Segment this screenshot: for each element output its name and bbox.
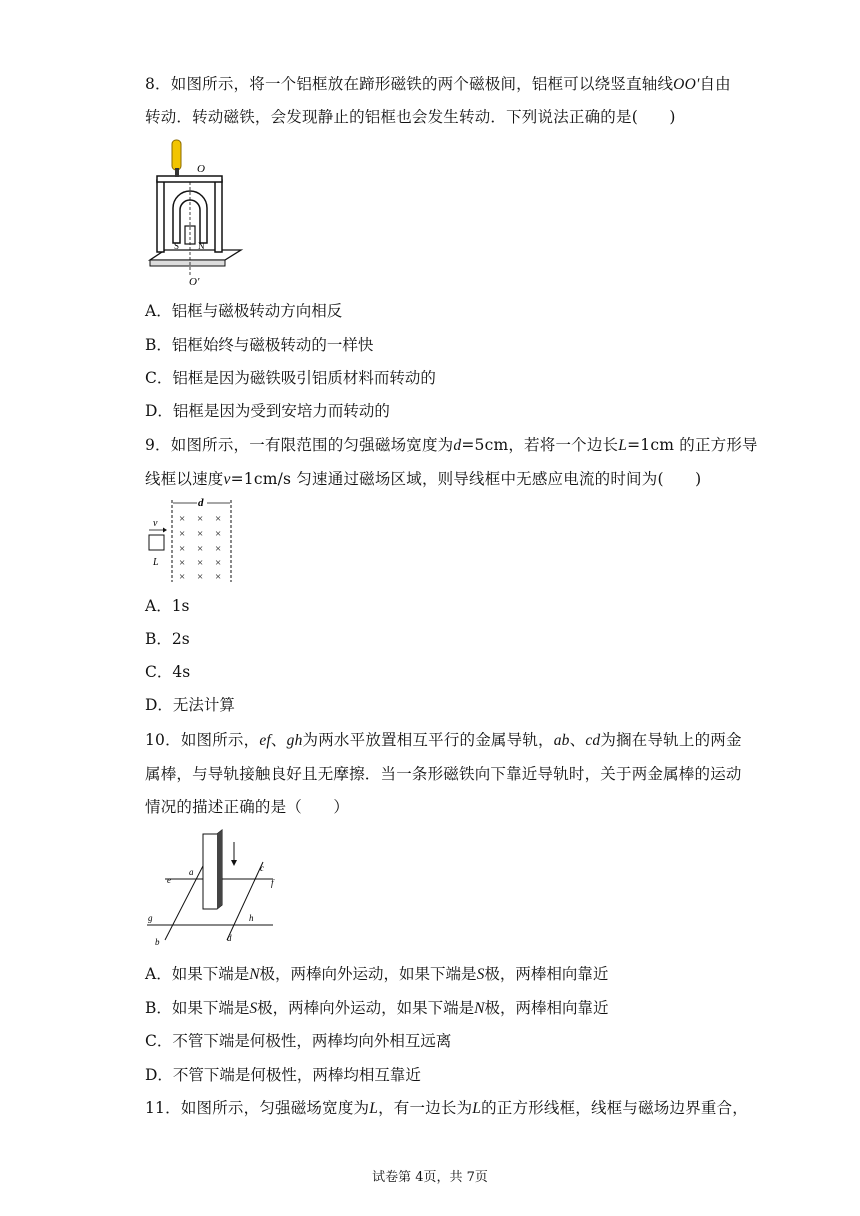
q8-label-o: O [197,163,205,175]
q9-option-a[interactable]: A．1s [145,597,190,615]
svg-text:×: × [179,543,186,555]
q8-option-a[interactable]: A．铝框与磁极转动方向相反 [145,302,343,320]
q10-option-c[interactable]: C．不管下端是何极性，两棒均向外相互远离 [145,1032,452,1050]
q8-stem-line1: 8．如图所示，将一个铝框放在蹄形磁铁的两个磁极间，铝框可以绕竖直轴线OO'自由 [145,75,731,93]
q8-option-d[interactable]: D．铝框是因为受到安培力而转动的 [145,402,390,420]
q9-label-l: L [153,557,159,568]
q10-label-g: g [148,913,153,923]
q8-stem-line2: 转动．转动磁铁，会发现静止的铝框也会发生转动．下列说法正确的是( ) [145,108,676,126]
svg-text:×: × [179,528,186,540]
q10-label-b: b [155,937,160,947]
page-footer: 试卷第 4页，共 7页 [372,1170,488,1185]
q10-label-e: e [167,875,171,885]
q9-option-c[interactable]: C．4s [145,663,191,681]
q9-label-d: d [198,497,204,509]
q10-stem-line2: 属棒，与导轨接触良好且无摩擦．当一条形磁铁向下靠近导轨时，关于两金属棒的运动 [145,765,742,783]
svg-text:×: × [179,513,186,525]
svg-text:×: × [215,557,222,569]
svg-text:×: × [215,543,222,555]
svg-text:×: × [179,571,186,583]
q8-label-n: N [198,241,205,251]
svg-text:×: × [215,513,222,525]
q9-label-v: v [153,518,158,529]
svg-text:×: × [197,528,204,540]
q10-label-f: f [271,878,274,888]
svg-text:×: × [197,513,204,525]
q10-figure-rails [145,822,295,947]
q9-stem-line2: 线框以速度v=1cm/s 匀速通过磁场区域，则导线框中无感应电流的时间为( ) [145,470,702,488]
q8-label-o-prime: O' [189,276,200,288]
q10-label-d: d [227,933,232,943]
q10-label-h: h [249,913,254,923]
svg-text:×: × [197,543,204,555]
q8-option-b[interactable]: B．铝框始终与磁极转动的一样快 [145,336,374,354]
q10-label-a: a [189,867,194,877]
q10-stem-line1: 10．如图所示，ef、gh为两水平放置相互平行的金属导轨，ab、cd为搁在导轨上的两金 [145,731,742,749]
svg-text:×: × [215,528,222,540]
q9-figure-magnetic-field [145,492,240,586]
svg-text:×: × [215,571,222,583]
svg-text:×: × [179,557,186,569]
q10-option-b[interactable]: B．如果下端是S极，两棒向外运动，如果下端是N极，两棒相向靠近 [145,999,609,1017]
q8-option-c[interactable]: C．铝框是因为磁铁吸引铝质材料而转动的 [145,369,436,387]
q10-option-a[interactable]: A．如果下端是N极，两棒向外运动，如果下端是S极，两棒相向靠近 [145,965,609,983]
q10-label-c: c [260,863,264,873]
q9-option-b[interactable]: B．2s [145,630,190,648]
q11-stem-line1: 11．如图所示，匀强磁场宽度为L，有一边长为L的正方形线框，线框与磁场边界重合， [145,1099,748,1117]
q8-label-s: S [174,241,180,251]
svg-text:×: × [197,571,204,583]
q10-stem-line3: 情况的描述正确的是（ ） [145,798,350,816]
q9-field-crosses [179,513,221,583]
q8-figure-aluminum-frame [145,138,250,288]
q9-stem-line1: 9．如图所示，一有限范围的匀强磁场宽度为d=5cm，若将一个边长L=1cm 的正方形导 [145,436,758,454]
svg-text:×: × [197,557,204,569]
q10-option-d[interactable]: D．不管下端是何极性，两棒均相互靠近 [145,1066,421,1084]
q9-option-d[interactable]: D．无法计算 [145,696,235,714]
